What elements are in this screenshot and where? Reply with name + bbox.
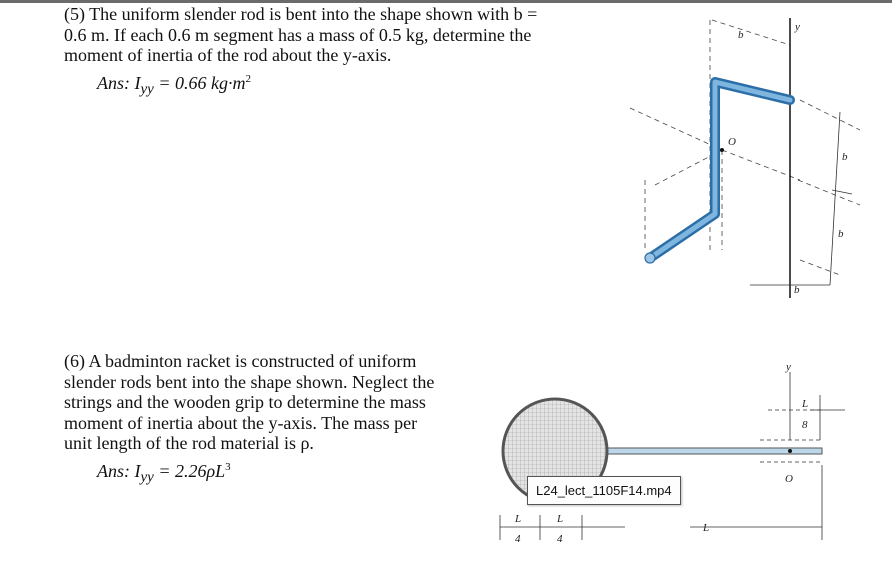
frac3-numerator: L: [802, 398, 809, 410]
problem-5-line: moment of inertia of the rod about the y-axis.: [64, 45, 392, 65]
dim-label-b-right2: b: [838, 228, 844, 240]
racket-y-label: y: [786, 361, 791, 373]
origin-label: O: [728, 136, 736, 148]
answer-subscript: yy: [140, 469, 154, 486]
racket-origin-point: [788, 449, 792, 453]
video-filename-tooltip: L24_lect_1105F14.mp4: [527, 476, 681, 505]
problem-6-line: slender rods bent into the shape shown. Neglect the: [64, 371, 435, 392]
problem-6-line: unit length of the rod material is ρ.: [64, 433, 314, 453]
length-label: L: [703, 522, 710, 534]
frac3-denominator: 8: [802, 419, 808, 431]
problem-6-line: strings and the wooden grip to determine the mass: [64, 392, 426, 412]
frac1-denominator: 4: [515, 533, 521, 545]
problem-6-line: (6) A badminton racket is constructed of uniform: [64, 351, 417, 371]
answer-prefix: Ans: I: [97, 73, 141, 93]
racket-origin-label: O: [785, 473, 793, 485]
frac2-denominator: 4: [557, 533, 563, 545]
dim-label-b-top: b: [738, 29, 744, 41]
frac2-numerator: L: [557, 513, 564, 525]
problem-5-line: 0.6 m. If each 0.6 m segment has a mass of 0.5 kg, determine the: [64, 24, 532, 45]
answer-subscript: yy: [140, 81, 154, 98]
answer-superscript: 3: [225, 461, 231, 473]
problem-5-line: (5) The uniform slender rod is bent into the shape shown with b =: [64, 4, 538, 24]
frac1-numerator: L: [515, 513, 522, 525]
answer-superscript: 2: [245, 73, 251, 85]
problem-6-line: moment of inertia about the y-axis. The mass per: [64, 412, 418, 433]
answer-prefix: Ans: I: [97, 461, 141, 481]
y-axis-label: y: [795, 21, 800, 33]
dim-label-b-bottom: b: [794, 284, 800, 296]
answer-value: = 0.66 kg·m: [153, 73, 246, 93]
answer-value: = 2.26ρL: [153, 461, 226, 481]
dim-label-b-right1: b: [842, 151, 848, 163]
